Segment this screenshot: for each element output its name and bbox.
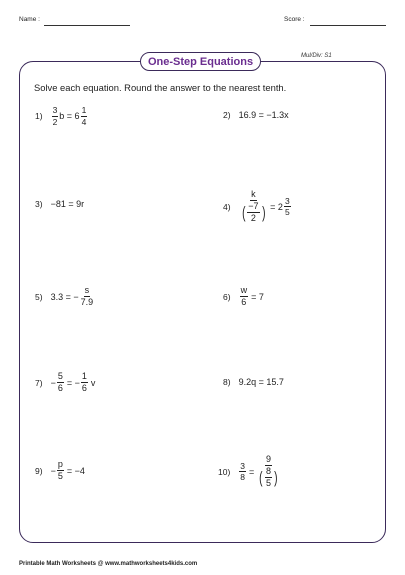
problem-number: 8): [223, 377, 231, 387]
problem-1: [35, 106, 88, 126]
equation-text: = 7: [251, 291, 264, 302]
numerator: 1: [81, 105, 87, 115]
equation: [238, 455, 280, 488]
problem-7: [35, 372, 95, 393]
numerator: s: [84, 285, 90, 295]
problem-number: 10): [218, 466, 231, 477]
worksheet-title-text: One-Step Equations: [147, 55, 254, 68]
numerator: p: [57, 459, 63, 469]
problem-number: 5): [35, 291, 43, 302]
fraction: [52, 106, 59, 126]
equation-text: −81 = 9r: [50, 199, 85, 209]
problem-10: [218, 455, 281, 488]
denominator: 2: [250, 213, 256, 223]
denominator: 6: [57, 383, 63, 393]
equation-text: 16.9 = −1.3x: [238, 110, 289, 120]
left-paren-icon: (: [259, 468, 263, 487]
numerator: 1: [81, 371, 87, 381]
equation: [239, 286, 264, 307]
variable: v: [90, 377, 96, 388]
equation: [51, 460, 85, 481]
left-paren-icon: (: [241, 203, 246, 222]
problem-number: 2): [223, 110, 231, 120]
inner-fraction: [247, 202, 259, 223]
complex-fraction: [240, 190, 268, 223]
equation-text: b = 6: [59, 111, 80, 121]
denominator: [240, 201, 268, 223]
denominator: 7.9: [80, 297, 94, 307]
denominator: 6: [81, 383, 87, 393]
score-label: Score :: [284, 16, 305, 23]
denominator: 5: [57, 471, 63, 481]
problem-number: 1): [35, 111, 43, 121]
problem-9: [35, 460, 85, 481]
numerator: 3: [52, 105, 58, 115]
equation: [51, 106, 89, 126]
denominator: 5: [284, 207, 290, 217]
equation-text: 3.3 = −: [50, 291, 79, 302]
equation: [239, 190, 292, 223]
problem-number: 6): [223, 291, 231, 302]
equation-text: =: [249, 466, 255, 477]
equation-text: = −: [66, 377, 80, 388]
complex-fraction: [257, 455, 279, 488]
problem-6: [223, 286, 264, 307]
fraction: [80, 286, 95, 307]
name-line[interactable]: [44, 25, 130, 26]
equation-text: = 2: [270, 201, 283, 212]
numerator: w: [240, 285, 248, 295]
footer-credit: Printable Math Worksheets @ www.mathworksheets4kids.com: [19, 561, 198, 567]
inner-fraction: [265, 467, 272, 488]
numerator: 9: [265, 454, 271, 464]
problem-4: [223, 190, 292, 223]
right-paren-icon: ): [261, 203, 266, 222]
name-label: Name :: [19, 16, 40, 23]
fraction: [240, 286, 249, 307]
problem-5: [35, 286, 95, 307]
worksheet-title: [140, 52, 261, 71]
score-line[interactable]: [310, 25, 386, 26]
denominator: 8: [240, 472, 246, 482]
numerator: 5: [57, 371, 63, 381]
problem-number: 7): [35, 377, 43, 388]
denominator: [257, 466, 279, 488]
problem-3: [35, 199, 84, 209]
numerator: 8: [265, 466, 271, 476]
equation: [51, 286, 96, 307]
fraction: [81, 372, 88, 393]
numerator: −7: [248, 201, 259, 211]
fraction: [81, 106, 88, 126]
numerator: k: [251, 189, 256, 199]
instructions: Solve each equation. Round the answer to the nearest tenth.: [34, 82, 287, 93]
problem-number: 3): [35, 199, 43, 209]
equation-text: = −4: [66, 465, 85, 476]
problem-number: 9): [35, 465, 43, 476]
problem-number: 4): [223, 201, 231, 212]
fraction: [57, 372, 64, 393]
right-paren-icon: ): [274, 468, 278, 487]
equation: [51, 372, 96, 393]
denominator: 6: [241, 297, 247, 307]
problem-8: [223, 377, 284, 387]
fraction: [284, 197, 291, 217]
denominator: 2: [52, 116, 58, 127]
minus-sign: −: [50, 465, 56, 476]
worksheet-code: Mul/Div: S1: [301, 53, 332, 59]
equation-text: 9.2q = 15.7: [238, 377, 284, 387]
denominator: 5: [265, 478, 271, 488]
fraction: [239, 462, 246, 482]
numerator: 3: [284, 195, 290, 206]
numerator: 3: [240, 460, 246, 471]
denominator: 4: [81, 116, 87, 127]
minus-sign: −: [50, 377, 56, 388]
problem-2: [223, 110, 289, 120]
fraction: [57, 460, 64, 481]
